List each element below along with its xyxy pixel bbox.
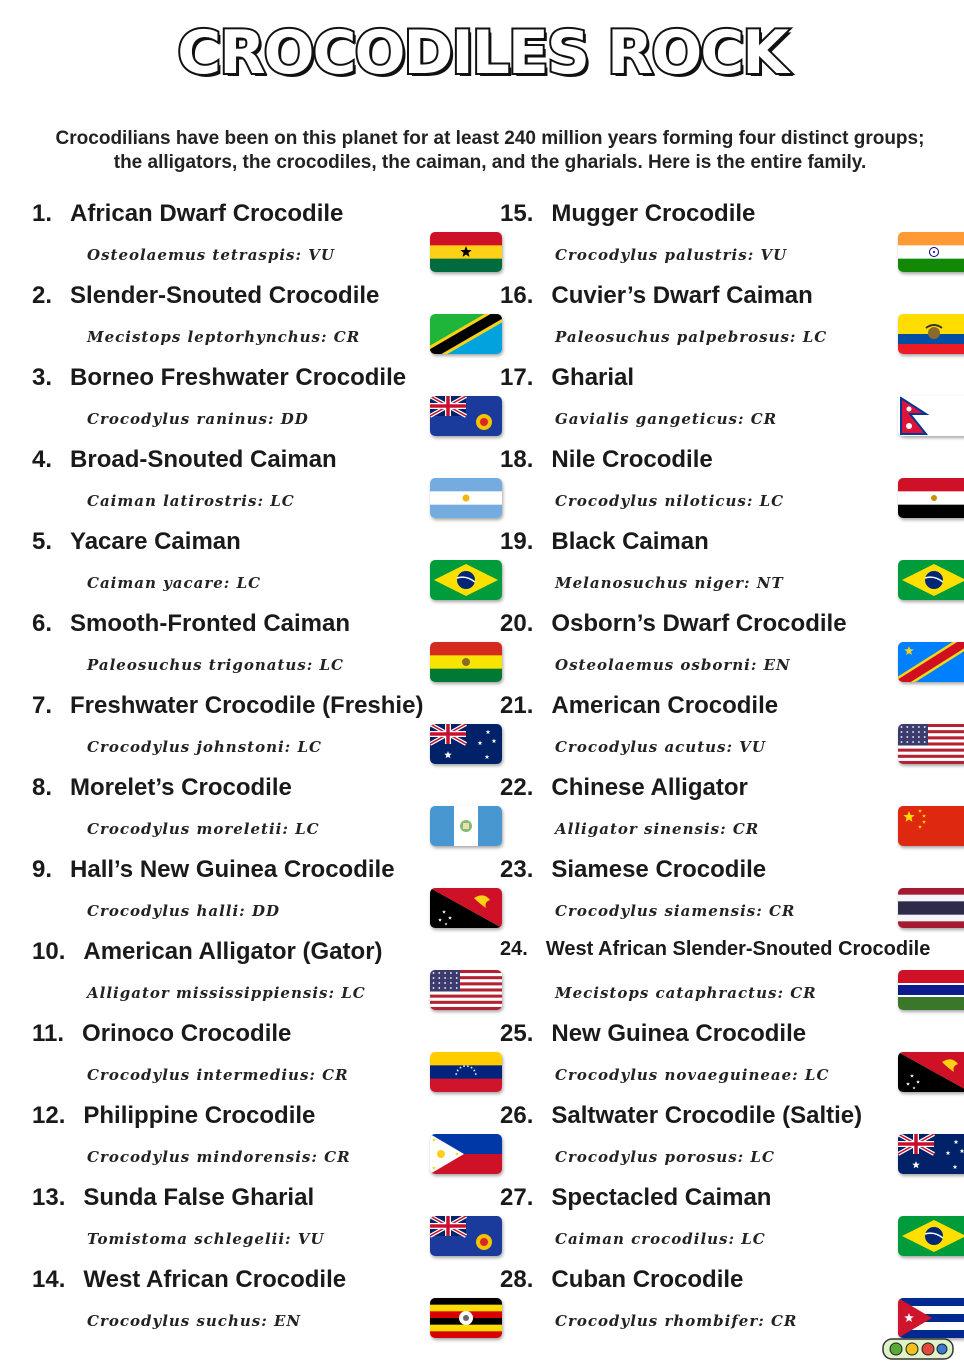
- species-common-name: [500, 856, 766, 884]
- species-name-label: Siamese Crocodile: [551, 856, 767, 883]
- species-number: 8.: [32, 774, 53, 801]
- species-common-name: [32, 200, 343, 228]
- logo-icon: [882, 1336, 954, 1362]
- brazil-flag: [898, 1216, 964, 1256]
- species-common-name: [500, 364, 634, 392]
- species-common-name: [32, 774, 292, 802]
- species-entry: [32, 1184, 502, 1266]
- scientific-name-status: Melanosuchus niger: NT: [555, 574, 784, 592]
- species-entry: [500, 610, 964, 692]
- india-flag: [898, 232, 964, 272]
- gambia-flag: [898, 970, 964, 1010]
- species-number: 3.: [32, 364, 53, 391]
- species-entry: [32, 692, 502, 774]
- species-entry: [500, 282, 964, 364]
- species-name-label: American Alligator (Gator): [83, 938, 383, 965]
- scientific-name-status: Caiman latirostris: LC: [87, 492, 295, 510]
- species-entry: [500, 1102, 964, 1184]
- species-number: 17.: [500, 364, 534, 391]
- species-name-label: Chinese Alligator: [551, 774, 748, 801]
- sarawak-flag: [430, 1216, 502, 1256]
- species-entry: [32, 200, 502, 282]
- scientific-name-status: Crocodylus palustris: VU: [555, 246, 788, 264]
- scientific-name-status: Tomistoma schlegelii: VU: [87, 1230, 325, 1248]
- scientific-name-status: Alligator sinensis: CR: [555, 820, 760, 838]
- species-common-name: [500, 692, 778, 720]
- species-number: 22.: [500, 774, 534, 801]
- species-common-name: [32, 282, 379, 310]
- scientific-name-status: Crocodylus rhombifer: CR: [555, 1312, 798, 1330]
- species-entry: [500, 692, 964, 774]
- species-common-name: [32, 1020, 291, 1048]
- thailand-flag: [898, 888, 964, 928]
- species-name-label: Morelet’s Crocodile: [70, 774, 292, 801]
- australia-flag: [430, 724, 502, 764]
- argentina-flag: [430, 478, 502, 518]
- species-name-label: Freshwater Crocodile (Freshie): [70, 692, 424, 719]
- philippines-flag: [430, 1134, 502, 1174]
- species-entry: [500, 528, 964, 610]
- species-entry: [32, 856, 502, 938]
- scientific-name-status: Paleosuchus palpebrosus: LC: [555, 328, 828, 346]
- species-common-name: [32, 1102, 315, 1130]
- usa-flag: [430, 970, 502, 1010]
- species-entry: [500, 774, 964, 856]
- species-name-label: Broad-Snouted Caiman: [70, 446, 337, 473]
- species-common-name: [500, 1266, 743, 1294]
- species-entry: [500, 200, 964, 282]
- species-entry: [32, 1266, 502, 1348]
- species-number: 2.: [32, 282, 53, 309]
- china-flag: [898, 806, 964, 846]
- species-common-name: [32, 1266, 346, 1294]
- species-number: 7.: [32, 692, 53, 719]
- species-name-label: Cuvier’s Dwarf Caiman: [551, 282, 813, 309]
- right-column: [500, 200, 964, 1348]
- species-name-label: American Crocodile: [551, 692, 779, 719]
- scientific-name-status: Crocodylus johnstoni: LC: [87, 738, 322, 756]
- egypt-flag: [898, 478, 964, 518]
- species-common-name: [500, 1184, 771, 1212]
- species-common-name: [500, 938, 930, 961]
- species-entry: [500, 856, 964, 938]
- species-number: 18.: [500, 446, 534, 473]
- species-name-label: Saltwater Crocodile (Saltie): [551, 1102, 863, 1129]
- species-common-name: [32, 446, 337, 474]
- species-entry: [32, 528, 502, 610]
- species-name-label: Nile Crocodile: [551, 446, 713, 473]
- scientific-name-status: Paleosuchus trigonatus: LC: [87, 656, 344, 674]
- species-number: 1.: [32, 200, 53, 227]
- species-entry: [32, 282, 502, 364]
- scientific-name-status: Crocodylus halli: DD: [87, 902, 280, 920]
- species-common-name: [500, 610, 847, 638]
- papua-new-guinea-flag: [430, 888, 502, 928]
- scientific-name-status: Crocodylus moreletii: LC: [87, 820, 320, 838]
- species-entry: [32, 610, 502, 692]
- species-number: 23.: [500, 856, 534, 883]
- species-number: 19.: [500, 528, 534, 555]
- species-name-label: Spectacled Caiman: [551, 1184, 772, 1211]
- brazil-flag: [430, 560, 502, 600]
- species-common-name: [32, 938, 383, 966]
- species-entry: [500, 446, 964, 528]
- scientific-name-status: Mecistops cataphractus: CR: [555, 984, 817, 1002]
- species-number: 28.: [500, 1266, 534, 1293]
- species-entry: [500, 364, 964, 446]
- species-name-label: West African Slender-Snouted Crocodile: [545, 938, 931, 960]
- species-name-label: West African Crocodile: [83, 1266, 347, 1293]
- species-number: 12.: [32, 1102, 66, 1129]
- ecuador-flag: [898, 314, 964, 354]
- species-name-label: Smooth-Fronted Caiman: [70, 610, 351, 637]
- species-name-label: Philippine Crocodile: [83, 1102, 316, 1129]
- species-number: 20.: [500, 610, 534, 637]
- species-name-label: Orinoco Crocodile: [82, 1020, 292, 1047]
- scientific-name-status: Mecistops leptorhynchus: CR: [87, 328, 361, 346]
- scientific-name-status: Caiman crocodilus: LC: [555, 1230, 766, 1248]
- scientific-name-status: Alligator mississippiensis: LC: [87, 984, 366, 1002]
- species-name-label: Borneo Freshwater Crocodile: [70, 364, 407, 391]
- australia-flag: [898, 1134, 964, 1174]
- species-number: 9.: [32, 856, 53, 883]
- species-name-label: Slender-Snouted Crocodile: [70, 282, 380, 309]
- scientific-name-status: Gavialis gangeticus: CR: [555, 410, 778, 428]
- scientific-name-status: Crocodylus suchus: EN: [87, 1312, 302, 1330]
- scientific-name-status: Crocodylus siamensis: CR: [555, 902, 796, 920]
- species-number: 15.: [500, 200, 534, 227]
- usa-flag: [898, 724, 964, 764]
- species-number: 13.: [32, 1184, 66, 1211]
- species-common-name: [32, 528, 241, 556]
- species-common-name: [500, 1020, 806, 1048]
- species-number: 25.: [500, 1020, 534, 1047]
- species-entry: [500, 1184, 964, 1266]
- species-number: 10.: [32, 938, 66, 965]
- species-entry: [32, 1020, 502, 1102]
- scientific-name-status: Crocodylus mindorensis: CR: [87, 1148, 351, 1166]
- species-number: 6.: [32, 610, 53, 637]
- nepal-flag: [898, 396, 964, 436]
- species-name-label: Osborn’s Dwarf Crocodile: [551, 610, 847, 637]
- ghana-flag: [430, 232, 502, 272]
- scientific-name-status: Crocodylus novaeguineae: LC: [555, 1066, 830, 1084]
- species-number: 27.: [500, 1184, 534, 1211]
- species-entry: [32, 1102, 502, 1184]
- scientific-name-status: Crocodylus acutus: VU: [555, 738, 766, 756]
- venezuela-flag: [430, 1052, 502, 1092]
- sarawak-flag: [430, 396, 502, 436]
- species-common-name: [32, 692, 423, 720]
- species-common-name: [500, 528, 709, 556]
- species-number: 11.: [32, 1020, 65, 1047]
- cuba-flag: [898, 1298, 964, 1338]
- species-name-label: Sunda False Gharial: [83, 1184, 315, 1211]
- bolivia-flag: [430, 642, 502, 682]
- tanzania-flag: [430, 314, 502, 354]
- dr-congo-flag: [898, 642, 964, 682]
- species-common-name: [500, 282, 813, 310]
- species-number: 21.: [500, 692, 534, 719]
- page-title: CROCODILES ROCK: [177, 18, 787, 88]
- species-entry: [500, 938, 964, 1020]
- species-name-label: African Dwarf Crocodile: [70, 200, 344, 227]
- left-column: [32, 200, 502, 1348]
- brazil-flag: [898, 560, 964, 600]
- papua-new-guinea-flag: [898, 1052, 964, 1092]
- scientific-name-status: Crocodylus niloticus: LC: [555, 492, 785, 510]
- species-entry: [32, 364, 502, 446]
- species-name-label: Hall’s New Guinea Crocodile: [70, 856, 395, 883]
- scientific-name-status: Crocodylus intermedius: CR: [87, 1066, 349, 1084]
- scientific-name-status: Crocodylus raninus: DD: [87, 410, 309, 428]
- species-name-label: Black Caiman: [551, 528, 709, 555]
- species-entry: [32, 938, 502, 1020]
- species-number: 14.: [32, 1266, 66, 1293]
- species-entry: [32, 774, 502, 856]
- species-entry: [500, 1020, 964, 1102]
- species-entry: [32, 446, 502, 528]
- intro-paragraph: Crocodilians have been on this planet for at least 240 million years forming four distinct groups; the alligators, the crocodiles, the caiman, and the gharials. Here is the entire family.: [55, 128, 925, 173]
- scientific-name-status: Caiman yacare: LC: [87, 574, 262, 592]
- species-common-name: [32, 364, 406, 392]
- species-name-label: Mugger Crocodile: [551, 200, 756, 227]
- species-number: 5.: [32, 528, 53, 555]
- scientific-name-status: Osteolaemus osborni: EN: [555, 656, 791, 674]
- species-number: 4.: [32, 446, 53, 473]
- species-name-label: Gharial: [551, 364, 635, 391]
- species-name-label: Yacare Caiman: [70, 528, 241, 555]
- species-common-name: [500, 446, 713, 474]
- species-common-name: [500, 200, 755, 228]
- species-name-label: New Guinea Crocodile: [551, 1020, 807, 1047]
- species-name-label: Cuban Crocodile: [551, 1266, 744, 1293]
- scientific-name-status: Osteolaemus tetraspis: VU: [87, 246, 335, 264]
- species-common-name: [32, 1184, 314, 1212]
- uganda-flag: [430, 1298, 502, 1338]
- species-number: 24.: [500, 938, 528, 960]
- species-number: 26.: [500, 1102, 534, 1129]
- species-common-name: [500, 774, 748, 802]
- species-number: 16.: [500, 282, 534, 309]
- species-common-name: [32, 610, 350, 638]
- guatemala-flag: [430, 806, 502, 846]
- species-common-name: [500, 1102, 862, 1130]
- species-common-name: [32, 856, 395, 884]
- scientific-name-status: Crocodylus porosus: LC: [555, 1148, 775, 1166]
